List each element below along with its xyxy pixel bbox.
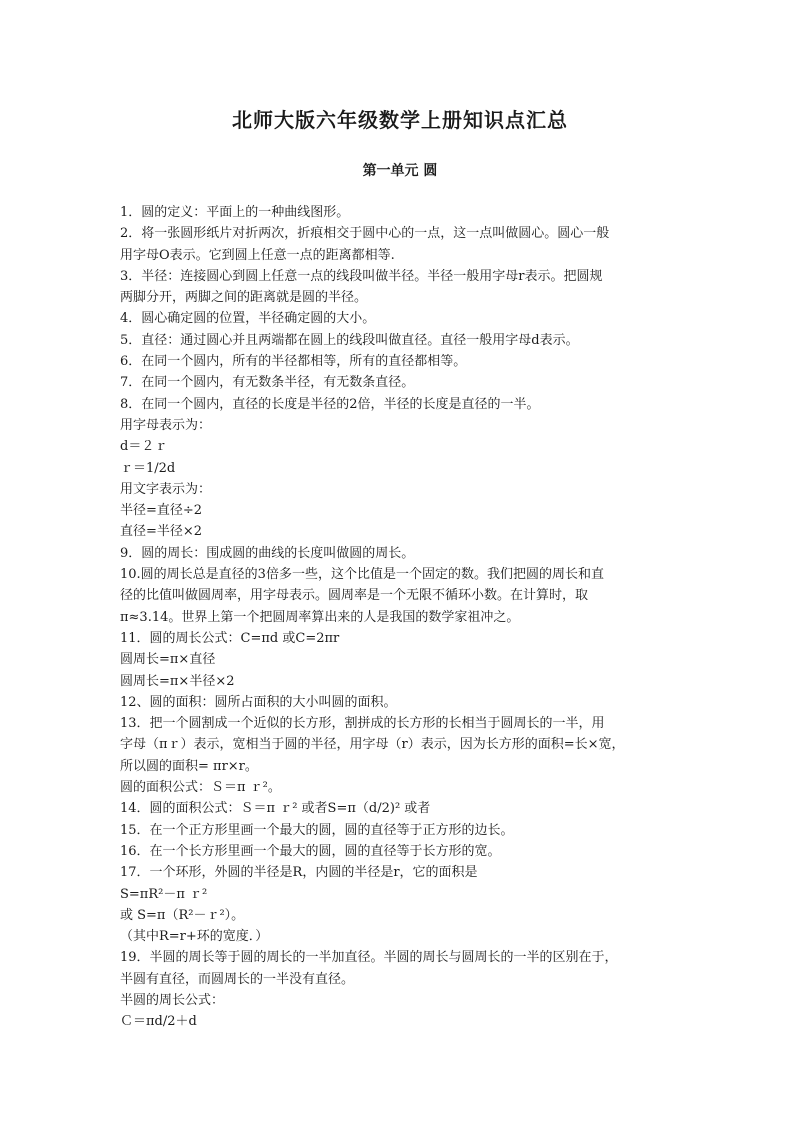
text-line: 12、圆的面积：圆所占面积的大小叫圆的面积。 bbox=[120, 694, 397, 710]
text-line: 半径=直径÷2 bbox=[120, 503, 203, 519]
text-line: S=πR²－π ｒ² bbox=[120, 886, 208, 902]
text-line: 用字母O表示。它到圆上任意一点的距离都相等. bbox=[120, 247, 395, 263]
text-line: d＝２ｒ bbox=[120, 439, 168, 455]
document-title: 北师大版六年级数学上册知识点汇总 bbox=[232, 108, 568, 132]
text-line: 两脚分开，两脚之间的距离就是圆的半径。 bbox=[120, 290, 368, 306]
text-line: 用文字表示为： bbox=[120, 481, 212, 497]
text-line: 字母（πｒ）表示，宽相当于圆的半径，用字母（r）表示，因为长方形的面积=长×宽， bbox=[120, 737, 625, 753]
text-line: 10.圆的周长总是直径的3倍多一些，这个比值是一个固定的数。我们把圆的周长和直 bbox=[120, 567, 604, 583]
text-line: 7．在同一个圆内，有无数条半径，有无数条直径。 bbox=[120, 375, 415, 391]
text-line: 3．半径：连接圆心到圆上任意一点的线段叫做半径。半径一般用字母r表示。把圆规 bbox=[120, 268, 603, 284]
text-line: 5．直径：通过圆心并且两端都在圆上的线段叫做直径。直径一般用字母d表示。 bbox=[120, 332, 579, 348]
text-line: 9．圆的周长：围成圆的曲线的长度叫做圆的周长。 bbox=[120, 545, 415, 561]
text-line: （其中R=r+环的宽度．） bbox=[120, 929, 269, 945]
text-line: 14．圆的面积公式：Ｓ＝π ｒ² 或者S=π（d/2)² 或者 bbox=[120, 801, 431, 817]
text-line: 或 S=π（R²－ｒ²）。 bbox=[120, 907, 245, 923]
text-line: 半圆有直径，而圆周长的一半没有直径。 bbox=[120, 971, 355, 987]
text-line: 15．在一个正方形里画一个最大的圆，圆的直径等于正方形的边长。 bbox=[120, 822, 514, 838]
text-line: 半圆的周长公式： bbox=[120, 992, 225, 1008]
text-line: 19．半圆的周长等于圆的周长的一半加直径。半圆的周长与圆周长的一半的区别在于， bbox=[120, 950, 618, 966]
text-line: Ｃ＝πd/2＋d bbox=[120, 1014, 197, 1030]
text-line: 2．将一张圆形纸片对折两次，折痕相交于圆中心的一点，这一点叫做圆心。圆心一般 bbox=[120, 226, 610, 242]
document-body bbox=[120, 202, 690, 1033]
text-line: π≈3.14。世界上第一个把圆周率算出来的人是我国的数学家祖冲之。 bbox=[120, 609, 520, 625]
text-line: 圆周长=π×半径×2 bbox=[120, 673, 235, 689]
text-line: 1．圆的定义：平面上的一种曲线图形。 bbox=[120, 205, 350, 220]
text-line: 4．圆心确定圆的位置，半径确定圆的大小。 bbox=[120, 311, 376, 327]
text-line: 直径=半径×2 bbox=[120, 524, 203, 540]
text-line: 所以圆的面积= πr×r。 bbox=[120, 758, 258, 774]
text-line: 径的比值叫做圆周率，用字母表示。圆周率是一个无限不循环小数。在计算时，取 bbox=[120, 588, 589, 604]
text-line: 6．在同一个圆内，所有的半径都相等，所有的直径都相等。 bbox=[120, 354, 467, 370]
text-line: 8．在同一个圆内，直径的长度是半径的2倍，半径的长度是直径的一半。 bbox=[120, 396, 540, 412]
text-line: 17．一个环形，外圆的半径是R，内圆的半径是r，它的面积是 bbox=[120, 865, 478, 881]
text-line: 用字母表示为： bbox=[120, 417, 212, 433]
text-line: 13．把一个圆割成一个近似的长方形，割拼成的长方形的长相当于圆周长的一半，用 bbox=[120, 716, 605, 732]
text-line: 圆的面积公式：Ｓ＝π ｒ²。 bbox=[120, 780, 281, 796]
text-line: 圆周长=π×直径 bbox=[120, 652, 216, 668]
text-line: 11．圆的周长公式：C=πd 或C=2πr bbox=[120, 630, 340, 646]
text-line: 16．在一个长方形里画一个最大的圆，圆的直径等于长方形的宽。 bbox=[120, 843, 501, 859]
text-line: ｒ＝1/2d bbox=[120, 460, 176, 476]
section-heading: 第一单元 圆 bbox=[362, 163, 438, 179]
